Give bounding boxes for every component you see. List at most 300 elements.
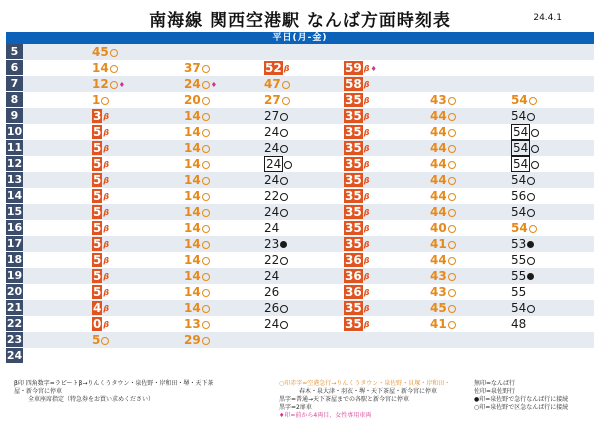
- departure-time: [264, 140, 288, 156]
- departure-minute: 43: [430, 93, 447, 107]
- beta-marker-icon: β: [103, 191, 110, 201]
- legend-line: ●印=泉佐野で急行なんば行に接続: [474, 396, 569, 403]
- women-only-car-icon: ♦: [118, 80, 125, 89]
- departure-minute: 14: [184, 269, 201, 283]
- departure-minute: 5: [93, 125, 102, 139]
- departure-minute: 5: [93, 237, 102, 251]
- departure-time: [344, 204, 369, 220]
- departure-minute: 14: [184, 253, 201, 267]
- circle-marker-icon: [448, 145, 456, 153]
- circle-marker-icon: [110, 49, 118, 57]
- beta-marker-icon: β: [103, 287, 110, 297]
- hour-row: [6, 284, 594, 300]
- hour-label: 9: [6, 108, 23, 124]
- beta-marker-icon: β: [363, 255, 370, 265]
- departure-time: [430, 108, 456, 124]
- departure-time: [344, 92, 369, 108]
- departure-time: [184, 60, 210, 76]
- beta-marker-icon: β: [103, 175, 110, 185]
- circle-marker-icon: [110, 81, 118, 89]
- departure-minute: 14: [184, 157, 201, 171]
- departure-minute: 5: [92, 333, 101, 347]
- circle-marker-icon: [202, 257, 210, 265]
- hour-label: 15: [6, 205, 23, 218]
- circle-marker-icon: [280, 129, 288, 137]
- departure-time: [184, 268, 210, 284]
- departure-minute: 22: [264, 253, 280, 267]
- departure-minute: 58: [345, 77, 362, 91]
- hour-row: [6, 124, 594, 140]
- departure-time: [184, 124, 210, 140]
- legend-line: ○印赤字=空港急行→りんくうタウン・泉佐野・貝塚・岸和田・: [279, 380, 451, 387]
- departure-time: [344, 140, 369, 156]
- departure-minute: 47: [264, 77, 281, 91]
- page-title: 南海線 関西空港駅 なんば方面時刻表: [149, 11, 451, 31]
- departure-time: [92, 140, 109, 156]
- departure-time: [264, 300, 288, 316]
- departure-time: [344, 124, 369, 140]
- departure-minute: 40: [430, 221, 447, 235]
- legend-line: ♦印=前から4両目、女性専用車両: [279, 412, 372, 419]
- departure-minute: 14: [184, 205, 201, 219]
- departure-minute: 35: [345, 237, 362, 251]
- hour-row: [6, 236, 594, 252]
- beta-marker-icon: β: [363, 63, 370, 73]
- departure-time: [264, 252, 288, 268]
- departure-minute: 14: [184, 285, 201, 299]
- departure-minute: 35: [345, 157, 362, 171]
- hour-row: [6, 268, 594, 284]
- departure-minute: 44: [430, 109, 447, 123]
- departure-time: [511, 252, 535, 268]
- circle-marker-icon: [202, 337, 210, 345]
- departure-time: [430, 268, 456, 284]
- circle-marker-icon: [531, 161, 539, 169]
- departure-time: [430, 124, 456, 140]
- beta-marker-icon: β: [103, 271, 110, 281]
- beta-marker-icon: β: [103, 223, 110, 233]
- departure-time: [264, 108, 288, 124]
- departure-time: [264, 316, 288, 332]
- departure-minute: 45: [92, 45, 109, 59]
- beta-marker-icon: β: [363, 79, 370, 89]
- hour-label: 11: [6, 141, 23, 154]
- beta-marker-icon: β: [363, 223, 370, 233]
- circle-marker-icon: [202, 145, 210, 153]
- hour-row: [6, 188, 594, 204]
- circle-marker-icon: [280, 145, 288, 153]
- departure-time: [92, 92, 109, 108]
- departure-time: [184, 108, 210, 124]
- departure-time: [264, 204, 288, 220]
- departure-time: [92, 172, 109, 188]
- hour-label: 14: [6, 189, 23, 202]
- departure-minute: 36: [345, 269, 362, 283]
- departure-minute: 24: [266, 157, 282, 171]
- day-type-label: 平日(月-金): [272, 33, 328, 43]
- beta-marker-icon: β: [363, 319, 370, 329]
- circle-marker-icon: [202, 305, 210, 313]
- circle-marker-icon: [202, 289, 210, 297]
- departure-time: [264, 284, 279, 300]
- legend-destinations: [474, 380, 594, 412]
- departure-minute: 55: [511, 253, 527, 267]
- circle-marker-icon: [527, 177, 535, 185]
- departure-time: [344, 220, 369, 236]
- departure-minute: 14: [184, 237, 201, 251]
- departure-time: [430, 284, 456, 300]
- hour-row: [6, 60, 594, 76]
- circle-marker-icon: [110, 65, 118, 73]
- beta-marker-icon: β: [363, 271, 370, 281]
- beta-marker-icon: β: [363, 303, 370, 313]
- departure-time: [511, 124, 539, 140]
- departure-time: [264, 188, 288, 204]
- hour-row: [6, 300, 594, 316]
- departure-minute: 14: [92, 61, 109, 75]
- departure-time: [264, 156, 292, 172]
- legend-line: 佐印=泉佐野行: [474, 388, 516, 395]
- departure-minute: 44: [430, 173, 447, 187]
- departure-time: [344, 108, 369, 124]
- departure-time: [430, 204, 456, 220]
- departure-minute: 4: [93, 301, 102, 315]
- departure-time: [184, 188, 210, 204]
- beta-marker-icon: β: [363, 143, 370, 153]
- circle-marker-icon: [448, 177, 456, 185]
- departure-minute: 5: [93, 173, 102, 187]
- departure-time: [511, 268, 534, 284]
- departure-time: [511, 220, 537, 236]
- departure-time: [184, 300, 210, 316]
- circle-marker-icon: [448, 321, 456, 329]
- departure-minute: 54: [511, 93, 528, 107]
- circle-marker-icon: [202, 129, 210, 137]
- hour-label: 10: [6, 125, 23, 138]
- departure-time: [511, 284, 526, 300]
- departure-time: [184, 140, 210, 156]
- departure-time: [511, 156, 539, 172]
- departure-time: [344, 252, 369, 268]
- circle-marker-icon: [527, 257, 535, 265]
- departure-minute: 35: [345, 109, 362, 123]
- circle-marker-icon: [202, 241, 210, 249]
- departure-minute: 54: [513, 125, 529, 139]
- departure-minute: 35: [345, 141, 362, 155]
- circle-marker-icon: [280, 177, 288, 185]
- circle-marker-icon: [448, 225, 456, 233]
- departure-minute: 5: [93, 253, 102, 267]
- hour-label: 18: [6, 253, 23, 266]
- circle-marker-icon: [529, 225, 537, 233]
- departure-minute: 5: [93, 285, 102, 299]
- departure-minute: 3: [93, 109, 102, 123]
- departure-time: [92, 252, 109, 268]
- beta-marker-icon: β: [103, 255, 110, 265]
- departure-minute: 24: [264, 269, 280, 283]
- departure-time: [92, 76, 125, 92]
- departure-minute: 29: [184, 333, 201, 347]
- legend-line: 黒字=普通→天下茶屋までの各駅と新今宮に停車: [279, 396, 410, 403]
- departure-minute: 54: [513, 141, 529, 155]
- departure-minute: 24: [264, 141, 280, 155]
- departure-time: [511, 300, 535, 316]
- departure-minute: 27: [264, 109, 280, 123]
- hour-row: [6, 316, 594, 332]
- departure-time: [184, 332, 210, 348]
- beta-marker-icon: β: [363, 239, 370, 249]
- departure-time: [430, 236, 456, 252]
- beta-marker-icon: β: [103, 111, 110, 121]
- legend-line: ○印=泉佐野で区急なんば行に接続: [474, 404, 569, 411]
- departure-minute: 0: [93, 317, 102, 331]
- departure-time: [184, 220, 210, 236]
- departure-minute: 24: [264, 173, 280, 187]
- departure-minute: 35: [345, 205, 362, 219]
- departure-time: [344, 60, 377, 76]
- departure-minute: 14: [184, 221, 201, 235]
- departure-minute: 36: [345, 253, 362, 267]
- hour-row: [6, 156, 594, 172]
- circle-marker-icon: [448, 209, 456, 217]
- hour-label: 23: [6, 333, 23, 346]
- beta-marker-icon: β: [363, 127, 370, 137]
- departure-minute: 43: [430, 269, 447, 283]
- circle-marker-icon: [448, 273, 456, 281]
- beta-marker-icon: β: [363, 191, 370, 201]
- departure-minute: 55: [511, 269, 527, 283]
- circle-marker-icon: [527, 305, 535, 313]
- hour-row: [6, 92, 594, 108]
- departure-time: [264, 172, 288, 188]
- circle-marker-icon: [282, 81, 290, 89]
- hour-label: 20: [6, 285, 23, 298]
- hour-label: 5: [6, 44, 23, 60]
- beta-marker-icon: β: [363, 111, 370, 121]
- departure-time: [430, 252, 456, 268]
- departure-minute: 54: [511, 221, 528, 235]
- circle-marker-icon: [527, 193, 535, 201]
- departure-minute: 5: [93, 189, 102, 203]
- hour-label: 21: [6, 301, 23, 314]
- departure-minute: 14: [184, 173, 201, 187]
- departure-time: [344, 156, 369, 172]
- circle-marker-icon: [101, 337, 109, 345]
- beta-marker-icon: β: [103, 127, 110, 137]
- departure-time: [344, 268, 369, 284]
- departure-minute: 14: [184, 189, 201, 203]
- departure-minute: 44: [430, 157, 447, 171]
- departure-time: [264, 92, 290, 108]
- departure-minute: 26: [264, 285, 280, 299]
- legend-line: β印 四角数字=ラピートβ→りんくうタウン・泉佐野・岸和田・堺・天下茶屋・新今宮に停車: [14, 380, 214, 395]
- beta-marker-icon: β: [363, 207, 370, 217]
- hour-row: [6, 204, 594, 220]
- departure-time: [92, 316, 109, 332]
- departure-minute: 54: [511, 205, 527, 219]
- legend-line: 無印=なんば行: [474, 380, 516, 387]
- hour-label: 17: [6, 237, 23, 250]
- women-only-car-icon: ♦: [210, 80, 217, 89]
- beta-marker-icon: β: [363, 175, 370, 185]
- circle-marker-icon: [280, 209, 288, 217]
- departure-minute: 44: [430, 205, 447, 219]
- circle-marker-icon: [280, 257, 288, 265]
- departure-minute: 54: [511, 301, 527, 315]
- circle-marker-icon: [531, 145, 539, 153]
- departure-time: [184, 172, 210, 188]
- departure-minute: 44: [430, 189, 447, 203]
- departure-time: [184, 156, 210, 172]
- legend-express: [279, 380, 469, 420]
- beta-marker-icon: β: [363, 287, 370, 297]
- hour-label: 7: [6, 76, 23, 92]
- departure-time: [92, 204, 109, 220]
- beta-marker-icon: β: [103, 159, 110, 169]
- departure-minute: 5: [93, 157, 102, 171]
- hour-row: [6, 332, 594, 348]
- departure-time: [184, 236, 210, 252]
- circle-marker-icon: [448, 161, 456, 169]
- circle-marker-icon: [448, 241, 456, 249]
- departure-time: [184, 92, 210, 108]
- circle-marker-icon: [101, 97, 109, 105]
- timetable-sheet: [6, 0, 594, 432]
- hour-row: [6, 76, 594, 92]
- departure-minute: 24: [264, 317, 280, 331]
- departure-minute: 13: [184, 317, 201, 331]
- departure-minute: 5: [93, 205, 102, 219]
- departure-minute: 35: [345, 317, 362, 331]
- departure-time: [344, 316, 369, 332]
- beta-marker-icon: β: [103, 303, 110, 313]
- circle-marker-icon: [448, 289, 456, 297]
- departure-time: [264, 268, 279, 284]
- departure-minute: 35: [345, 173, 362, 187]
- departure-minute: 55: [511, 285, 527, 299]
- circle-marker-icon: [448, 305, 456, 313]
- departure-minute: 53: [511, 237, 527, 251]
- departure-time: [184, 76, 217, 92]
- departure-minute: 36: [345, 285, 362, 299]
- departure-time: [184, 284, 210, 300]
- departure-time: [92, 268, 109, 284]
- departure-time: [264, 220, 279, 236]
- circle-marker-icon: [448, 113, 456, 121]
- beta-marker-icon: β: [103, 143, 110, 153]
- departure-time: [264, 124, 288, 140]
- departure-time: [92, 300, 109, 316]
- departure-minute: 41: [430, 317, 447, 331]
- departure-time: [92, 284, 109, 300]
- women-only-car-icon: ♦: [370, 64, 377, 73]
- departure-minute: 54: [513, 157, 529, 171]
- hour-label: 12: [6, 157, 23, 170]
- departure-time: [430, 140, 456, 156]
- departure-time: [92, 60, 118, 76]
- circle-marker-icon: [527, 209, 535, 217]
- departure-minute: 14: [184, 141, 201, 155]
- departure-time: [92, 236, 109, 252]
- departure-minute: 54: [511, 173, 527, 187]
- departure-minute: 5: [93, 269, 102, 283]
- departure-time: [511, 204, 535, 220]
- departure-minute: 44: [430, 125, 447, 139]
- departure-time: [264, 236, 287, 252]
- hour-label: 19: [6, 269, 23, 282]
- departure-minute: 1: [92, 93, 101, 107]
- dot-marker-icon: [527, 273, 534, 280]
- departure-minute: 44: [430, 141, 447, 155]
- departure-minute: 23: [264, 237, 280, 251]
- circle-marker-icon: [448, 193, 456, 201]
- circle-marker-icon: [202, 273, 210, 281]
- beta-marker-icon: β: [103, 207, 110, 217]
- circle-marker-icon: [202, 321, 210, 329]
- departure-time: [430, 188, 456, 204]
- hour-label: 8: [6, 92, 23, 108]
- beta-marker-icon: β: [103, 239, 110, 249]
- departure-time: [92, 220, 109, 236]
- departure-time: [344, 300, 369, 316]
- departure-minute: 26: [264, 301, 280, 315]
- hour-label: 22: [6, 317, 23, 330]
- circle-marker-icon: [280, 193, 288, 201]
- hour-row: [6, 44, 594, 60]
- departure-time: [92, 156, 109, 172]
- legend-line: 春木・泉大津・羽衣・堺・天下茶屋・新今宮に停車: [299, 388, 438, 395]
- legend-line: 黒字=2扉車: [279, 404, 312, 411]
- circle-marker-icon: [448, 257, 456, 265]
- circle-marker-icon: [531, 129, 539, 137]
- hour-row: [6, 140, 594, 156]
- departure-minute: 27: [264, 93, 281, 107]
- departure-time: [344, 284, 369, 300]
- departure-time: [184, 316, 210, 332]
- departure-time: [92, 108, 109, 124]
- departure-minute: 35: [345, 93, 362, 107]
- departure-minute: 35: [345, 301, 362, 315]
- hour-row: [6, 252, 594, 268]
- circle-marker-icon: [202, 177, 210, 185]
- departure-time: [92, 124, 109, 140]
- departure-minute: 5: [93, 141, 102, 155]
- departure-minute: 35: [345, 221, 362, 235]
- departure-time: [92, 44, 118, 60]
- departure-time: [511, 140, 539, 156]
- hour-label: 16: [6, 221, 23, 234]
- timetable-rows: [6, 44, 594, 364]
- departure-time: [344, 236, 369, 252]
- hour-label: 13: [6, 173, 23, 186]
- day-type-band: [6, 32, 594, 44]
- departure-minute: 24: [264, 205, 280, 219]
- departure-time: [511, 188, 535, 204]
- departure-minute: 24: [184, 77, 201, 91]
- departure-minute: 43: [430, 285, 447, 299]
- departure-minute: 14: [184, 301, 201, 315]
- departure-minute: 24: [264, 221, 280, 235]
- departure-minute: 14: [184, 109, 201, 123]
- hour-row: [6, 172, 594, 188]
- circle-marker-icon: [202, 81, 210, 89]
- departure-time: [92, 188, 109, 204]
- departure-time: [430, 172, 456, 188]
- departure-minute: 20: [184, 93, 201, 107]
- departure-time: [344, 172, 369, 188]
- circle-marker-icon: [202, 97, 210, 105]
- circle-marker-icon: [280, 321, 288, 329]
